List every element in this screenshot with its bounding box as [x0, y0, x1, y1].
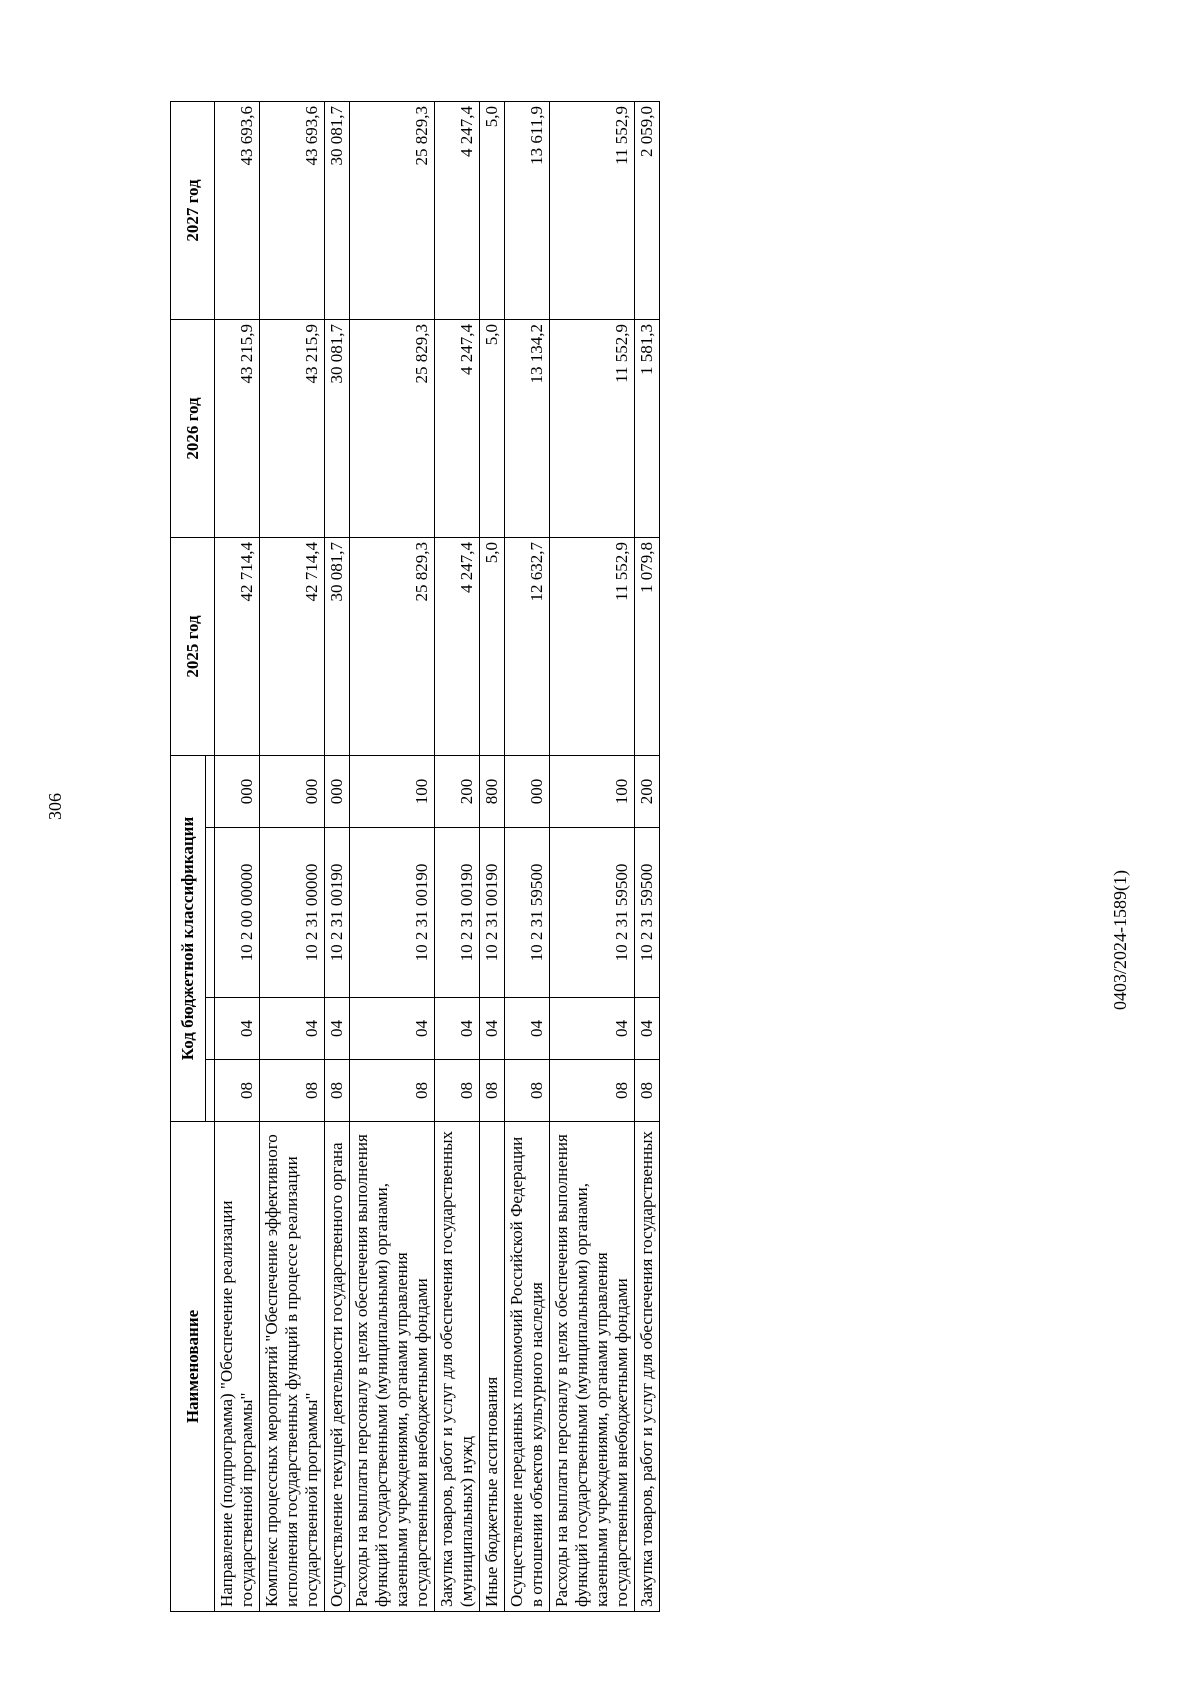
cell-pr: 04: [435, 998, 480, 1060]
cell-pr: 04: [350, 998, 435, 1060]
cell-cs: 10 2 00 00000: [215, 828, 260, 998]
table-row: [435, 102, 480, 1612]
cell-2027: 11 552,9: [550, 102, 635, 320]
table-row: [325, 102, 350, 1612]
cell-cs: 10 2 31 00190: [325, 828, 350, 998]
cell-pr: 04: [260, 998, 325, 1060]
cell-vr: 800: [480, 756, 505, 828]
header-code-pr: [206, 998, 215, 1060]
budget-table: [170, 101, 660, 1612]
header-code-cs: [206, 828, 215, 998]
cell-cs: 10 2 31 00190: [480, 828, 505, 998]
cell-2027: 2 059,0: [635, 102, 660, 320]
cell-pr: 04: [505, 998, 550, 1060]
cell-2025: 42 714,4: [260, 538, 325, 756]
cell-2027: 43 693,6: [260, 102, 325, 320]
cell-2026: 5,0: [480, 320, 505, 538]
cell-2025: 5,0: [480, 538, 505, 756]
budget-table-container: [170, 102, 1050, 1612]
cell-2025: 11 552,9: [550, 538, 635, 756]
header-year-2027: 2027 год: [171, 102, 215, 320]
cell-2027: 30 081,7: [325, 102, 350, 320]
cell-pr: 04: [215, 998, 260, 1060]
table-row: [635, 102, 660, 1612]
header-code-rz: [206, 1060, 215, 1122]
cell-2026: 4 247,4: [435, 320, 480, 538]
cell-2027: 4 247,4: [435, 102, 480, 320]
cell-2027: 5,0: [480, 102, 505, 320]
cell-pr: 04: [480, 998, 505, 1060]
cell-rz: 08: [550, 1060, 635, 1122]
cell-vr: 100: [550, 756, 635, 828]
cell-name: Закупка товаров, работ и услуг для обеспечения государственных: [635, 1122, 660, 1612]
cell-2026: 25 829,3: [350, 320, 435, 538]
cell-vr: 000: [505, 756, 550, 828]
header-year-2025: 2025 год: [171, 538, 215, 756]
cell-vr: 000: [215, 756, 260, 828]
cell-name: Закупка товаров, работ и услуг для обеспечения государственных (муниципальных) нужд: [435, 1122, 480, 1612]
cell-2025: 42 714,4: [215, 538, 260, 756]
cell-2025: 1 079,8: [635, 538, 660, 756]
cell-pr: 04: [635, 998, 660, 1060]
cell-name: Осуществление текущей деятельности государственного органа: [325, 1122, 350, 1612]
cell-vr: 000: [260, 756, 325, 828]
cell-cs: 10 2 31 59500: [505, 828, 550, 998]
cell-2027: 25 829,3: [350, 102, 435, 320]
header-code-group: Код бюджетной классификации: [171, 756, 206, 1122]
cell-2026: 43 215,9: [215, 320, 260, 538]
table-row: [505, 102, 550, 1612]
cell-vr: 200: [635, 756, 660, 828]
cell-2025: 4 247,4: [435, 538, 480, 756]
cell-name: Расходы на выплаты персоналу в целях обеспечения выполнения функций государственными (муниципальными) органами, казенными учреждениями, органами управления государственными внебюджетными фондами: [550, 1122, 635, 1612]
cell-name: Направление (подпрограмма) "Обеспечение реализации государственной программы": [215, 1122, 260, 1612]
cell-name: Расходы на выплаты персоналу в целях обеспечения выполнения функций государственными (муниципальными) органами, казенными учреждениями, органами управления государственными внебюджетными фондами: [350, 1122, 435, 1612]
cell-rz: 08: [325, 1060, 350, 1122]
cell-2027: 13 611,9: [505, 102, 550, 320]
cell-cs: 10 2 31 00190: [350, 828, 435, 998]
cell-rz: 08: [260, 1060, 325, 1122]
page-number: 306: [45, 793, 65, 820]
cell-2026: 1 581,3: [635, 320, 660, 538]
cell-name: Осуществление переданных полномочий Российской Федерации в отношении объектов культурного наследия: [505, 1122, 550, 1612]
cell-rz: 08: [350, 1060, 435, 1122]
cell-2026: 30 081,7: [325, 320, 350, 538]
cell-name: Комплекс процессных мероприятий "Обеспечение эффективного исполнения государственных функций в процессе реализации государственной программы": [260, 1122, 325, 1612]
header-year-2026: 2026 год: [171, 320, 215, 538]
document-code: 0403/2024-1589(1): [1110, 870, 1130, 1010]
cell-vr: 200: [435, 756, 480, 828]
cell-cs: 10 2 31 59500: [635, 828, 660, 998]
table-row: [550, 102, 635, 1612]
cell-cs: 10 2 31 00190: [435, 828, 480, 998]
cell-2026: 13 134,2: [505, 320, 550, 538]
cell-rz: 08: [635, 1060, 660, 1122]
cell-rz: 08: [215, 1060, 260, 1122]
cell-name: Иные бюджетные ассигнования: [480, 1122, 505, 1612]
cell-pr: 04: [325, 998, 350, 1060]
cell-2026: 43 215,9: [260, 320, 325, 538]
cell-2025: 30 081,7: [325, 538, 350, 756]
cell-2025: 12 632,7: [505, 538, 550, 756]
header-name: Наименование: [171, 1122, 215, 1612]
table-row: [215, 102, 260, 1612]
cell-2027: 43 693,6: [215, 102, 260, 320]
cell-cs: 10 2 31 59500: [550, 828, 635, 998]
cell-vr: 000: [325, 756, 350, 828]
cell-rz: 08: [480, 1060, 505, 1122]
cell-2025: 25 829,3: [350, 538, 435, 756]
table-row: [350, 102, 435, 1612]
table-row: [260, 102, 325, 1612]
cell-pr: 04: [550, 998, 635, 1060]
cell-cs: 10 2 31 00000: [260, 828, 325, 998]
cell-2026: 11 552,9: [550, 320, 635, 538]
cell-vr: 100: [350, 756, 435, 828]
cell-rz: 08: [435, 1060, 480, 1122]
table-body: [215, 102, 660, 1612]
cell-rz: 08: [505, 1060, 550, 1122]
header-code-vr: [206, 756, 215, 828]
table-row: [480, 102, 505, 1612]
